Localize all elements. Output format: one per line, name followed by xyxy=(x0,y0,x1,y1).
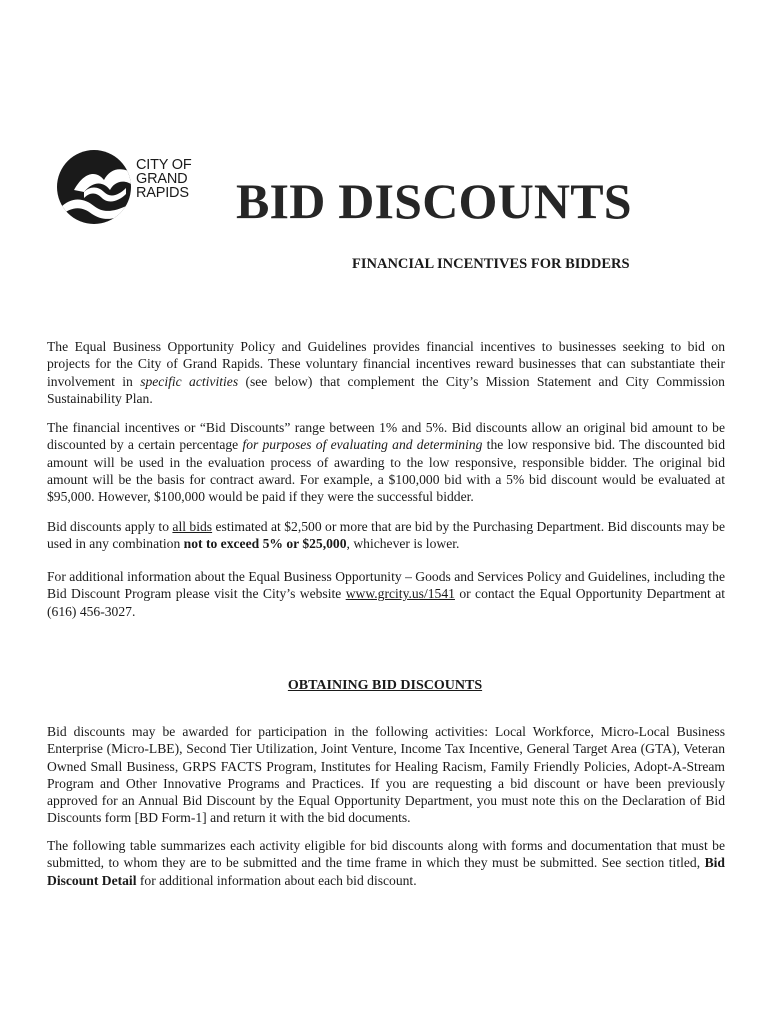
paragraph-intro xyxy=(47,338,725,407)
paragraph-table-summary xyxy=(47,837,725,889)
paragraph-discount-range-text-b: the low responsive bid. The discounted bid amount will be used in the evaluation process of awarding to the low responsive, responsible bidder. The original bid amount will be the basis for contract award. For example, a $100,000 bid with a 5% bid discount would be evaluated at $95,000. However, $100,000 would be paid if they were the successful bidder. xyxy=(47,437,725,505)
paragraph-table-summary-text-a: The following table summarizes each activity eligible for bid discounts along with forms and documentation that must be submitted, to whom they are to be submitted and the time frame in which they must be submitted. See section titled, xyxy=(47,838,725,871)
website-link[interactable]: www.grcity.us/1541 xyxy=(345,586,455,602)
logo-line-1: CITY OF xyxy=(136,157,192,173)
page-title: BID DISCOUNTS xyxy=(236,173,632,229)
paragraph-applicability-text-c: , whichever is lower. xyxy=(346,536,460,552)
paragraph-intro-text-b: (see below) that complement the City’s Mission Statement and City Commission Sustainability Plan. xyxy=(47,373,725,406)
city-logo xyxy=(54,146,214,230)
paragraph-discount-range-italic: for purposes of evaluating and determining xyxy=(242,437,483,453)
paragraph-table-summary-bold: Bid Discount Detail xyxy=(47,855,725,888)
paragraph-applicability-bold: not to exceed 5% or $25,000 xyxy=(183,536,347,552)
logo-line-3: RAPIDS xyxy=(136,185,189,201)
paragraph-applicability-underlined: all bids xyxy=(172,519,213,534)
section-heading-obtaining: OBTAINING BID DISCOUNTS xyxy=(287,678,483,693)
logo-line-2: GRAND xyxy=(136,171,188,187)
city-seal-icon xyxy=(54,146,134,226)
paragraph-intro-text-a: The Equal Business Opportunity Policy and Guidelines provides financial incentives to businesses seeking to bid on projects for the City of Grand Rapids. These voluntary financial incentives reward businesses that can substantiate their involvement in xyxy=(47,339,725,389)
paragraph-applicability-text-b: estimated at $2,500 or more that are bid by the Purchasing Department. Bid discounts may be used in any combination xyxy=(47,519,725,552)
paragraph-intro-italic: specific activities xyxy=(140,373,239,389)
paragraph-table-summary-text-b: for additional information about each bid discount. xyxy=(136,872,417,888)
paragraph-activities: Bid discounts may be awarded for participation in the following activities: Local Workforce, Micro-Local Business Enterprise (Micro-LBE), Second Tier Utilization, Joint Venture, Income Tax Incentive, General Target Area (GTA), Veteran Owned Small Business, GRPS FACTS Program, Institutes for Healing Racism, Family Friendly Policies, Adopt-A-Stream Program and Other Innovative Programs and Practices. If you are requesting a bid discount or have been previously approved for an Annual Bid Discount by the Equal Opportunity Department, you must note this on the Declaration of Bid Discounts form [BD Form-1] and return it with the bid documents. xyxy=(47,724,725,826)
paragraph-discount-range-text-a: The financial incentives or “Bid Discounts” range between 1% and 5%. Bid discounts allow an original bid amount to be discounted by a certain percentage xyxy=(47,420,725,453)
paragraph-discount-range xyxy=(47,419,725,505)
paragraph-more-info xyxy=(47,568,725,620)
logo-wordmark xyxy=(136,158,192,200)
paragraph-applicability xyxy=(47,518,725,553)
paragraph-more-info-text-a: For additional information about the Equal Business Opportunity – Goods and Services Policy and Guidelines, including the Bid Discount Program please visit the City’s website xyxy=(47,569,725,602)
paragraph-more-info-text-b: or contact the Equal Opportunity Department at (616) 456-3027. xyxy=(47,586,726,619)
paragraph-applicability-text-a: Bid discounts apply to xyxy=(47,519,173,534)
page-subtitle: FINANCIAL INCENTIVES FOR BIDDERS xyxy=(352,256,630,272)
